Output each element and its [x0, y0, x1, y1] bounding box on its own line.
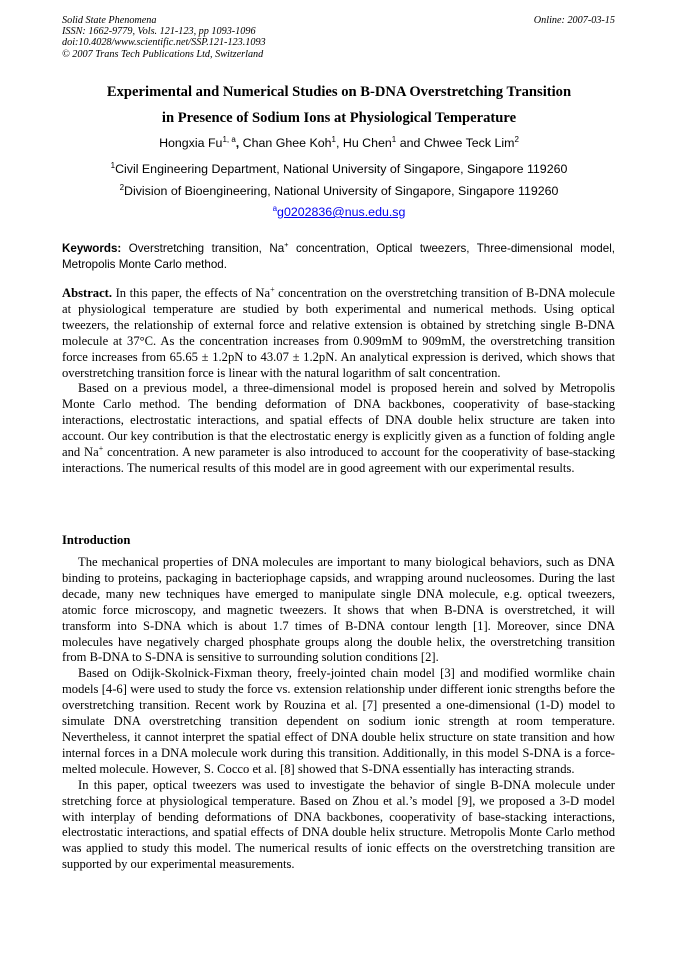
paragraph-text: The mechanical properties of DNA molecules are important to many biological behaviors, such as DNA binding to proteins, packaging in bacteriophage capsids, and wrapping around nucleosomes. During the last decade, many new techniques have emerged to manipulate single DNA molecule, e.g. optical tweezers, atomic force microscopy, and magnetic tweezers. It shows that when B-DNA is overstretched, it will transform into S-DNA which is about 1.7 times of B-DNA contour length [1]. Moreover, since DNA molecules have negatively charged phosphate groups along the double helix, the overstretching transition from B-DNA to S-DNA is sensitive to surrounding solution conditions [2].	[62, 555, 615, 665]
affiliation-number: 1	[110, 161, 116, 170]
superscript: +	[284, 240, 289, 249]
author-affiliation-mark: 1, a	[222, 135, 236, 144]
author-affiliation-mark: 1	[391, 135, 397, 144]
abstract-label: Abstract.	[62, 286, 113, 300]
affiliation-1	[40, 162, 638, 176]
superscript: +	[270, 285, 275, 294]
author-list	[40, 136, 638, 150]
author-name: Chwee Teck Lim	[423, 136, 515, 150]
email-mark: a	[272, 204, 278, 213]
abstract-text: concentration. A new parameter is also introduced to account for the cooperativity of base-stacking interactions. The numerical results of this model are in good agreement with our experimental results.	[62, 445, 615, 475]
email-address[interactable]: g0202836@nus.edu.sg	[277, 205, 406, 219]
journal-header	[62, 15, 266, 60]
keywords-text: concentration, Optical tweezers, Three-dimensional model, Metropolis Monte Carlo method.	[62, 242, 615, 271]
introduction-body	[62, 555, 615, 873]
abstract-text: Based on a previous model, a three-dimensional model is proposed herein and solved by Metropolis Monte Carlo method. The bending deformation of DNA backbones, cooperativity of base-stacking interactions, electrostatic interactions, and spatial effects of DNA double helix structure are taken into account. Our key contribution is that the electrostatic energy is explicitly given as a function of folding angle and Na	[62, 381, 615, 460]
author-separator: ,	[336, 136, 343, 150]
affiliation-number: 2	[119, 183, 125, 192]
keywords-label: Keywords:	[62, 242, 122, 255]
author-name: Hongxia Fu	[159, 136, 223, 150]
online-date: Online: 2007-03-15	[533, 15, 615, 26]
abstract-text: In this paper, the effects of Na	[112, 286, 271, 300]
section-heading: Introduction	[62, 533, 131, 547]
journal-name: Solid State Phenomena	[62, 15, 157, 26]
intro-paragraph-1	[62, 555, 615, 666]
title-line-2: in Presence of Sodium Ions at Physiological Temperature	[161, 110, 517, 126]
author-affiliation-mark: 2	[514, 135, 519, 144]
abstract	[62, 286, 615, 477]
abstract-paragraph-2	[62, 381, 615, 476]
affiliation-2	[40, 184, 638, 198]
abstract-paragraph-1	[62, 286, 615, 381]
abstract-text: concentration on the overstretching transition of B-DNA molecule at physiological temperature are studied by both experimental and numerical methods. Using optical tweezers, the relationship of external force and relative extension is obtained by stretching single B-DNA molecule at 37°C. As the concentration increases from 0.909mM to 909mM, the overstretching transition force increases from 65.65 ± 1.2pN to 43.07 ± 1.2pN. An analytical expression is derived, which shows that overstretching transition force is linear with the natural logarithm of salt concentration.	[62, 286, 615, 380]
copyright-line: © 2007 Trans Tech Publications Ltd, Switzerland	[62, 48, 264, 60]
intro-paragraph-3: In this paper, optical tweezers was used to investigate the behavior of single B-DNA molecule under stretching force at physiological temperature. Based on Zhou et al.’s model [9], we proposed a 3-D model with interplay of bending deformations of DNA backbones, cooperativity of base-stacking interactions, electrostatic interactions, and spatial effects of DNA double helix structure. Metropolis Monte Carlo method was applied to study this model. The numerical results of ionic effects on the overstretching transition are supported by our experimental measurements.	[62, 777, 615, 872]
email-link[interactable]	[40, 205, 638, 219]
keywords-text: Overstretching transition, Na	[121, 242, 285, 255]
intro-paragraph-2: Based on Odijk-Skolnick-Fixman theory, freely-jointed chain model [3] and modified wormlike chain models [4-6] were used to study the force vs. extension relationship under different ionic strengths before the overstretching transition. Recent work by Rouzina et al. [7] presented a one-dimensional (1-D) model to simulate DNA overstretching transition dependent on sodium ionic strength at room temperature. Nevertheless, it cannot interpret the spatial effect of DNA double helix structure on state transition and how internal forces in a DNA molecule work during this transition. Additionally, in this model S-DNA is a force-melted molecule. However, S. Cocco et al. [8] showed that S-DNA essentially has interacting strands.	[62, 666, 615, 776]
author-separator: and	[396, 136, 424, 150]
issn-line: ISSN: 1662-9779, Vols. 121-123, pp 1093-1096	[62, 26, 256, 38]
paper-title	[40, 79, 638, 131]
author-name: Hu Chen	[342, 136, 392, 150]
title-line-1: Experimental and Numerical Studies on B-DNA Overstretching Transition	[106, 84, 572, 100]
keywords	[62, 241, 615, 272]
author-name: Chan Ghee Koh	[242, 136, 332, 150]
author-separator: ,	[235, 136, 243, 150]
superscript: +	[98, 444, 104, 454]
doi-line: doi:10.4028/www.scientific.net/SSP.121-123.1093	[62, 37, 266, 49]
affiliation-text: Division of Bioengineering, National University of Singapore, Singapore 119260	[124, 184, 559, 198]
affiliation-text: Civil Engineering Department, National University of Singapore, Singapore 119260	[115, 162, 568, 176]
author-affiliation-mark: 1	[331, 135, 336, 144]
